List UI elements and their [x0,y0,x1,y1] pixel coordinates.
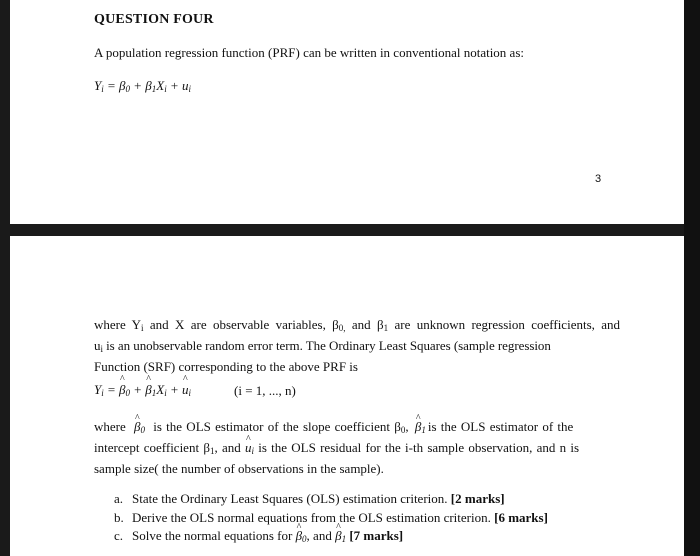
document-page-1 [10,0,684,224]
question-heading: QUESTION FOUR [94,12,214,27]
viewer-edge [684,0,700,556]
list-item: a. State the Ordinary Least Squares (OLS) estimation criterion. [2 marks] [114,491,505,506]
estimator-paragraph: where ^ $\beta_0$ is the OLS estimator of the slope coefficient $\beta_0$, ^ $\beta_1$ is the OLS estimator of the intercept coefficient $\beta_1$, and ^ $u_i$ is the OLS residual for the i-th sample observation, and n is sample size( the number of observations in the sample). [94,418,620,478]
prf-equation: $Y_i = \beta_0 + \beta_1X_i + u_i$ [94,78,192,94]
srf-equation: $Y_i$ = ^ $\beta_0$ + ^ $\beta_1X_i$ + ^ $u_i$ [94,382,191,398]
list-item: b. Derive the OLS normal equations from the OLS estimation criterion. [6 marks] [114,509,548,525]
prf-intro-text: A population regression function (PRF) can be written in conventional notation as: [94,45,525,60]
document-page-2 [10,236,684,556]
list-item: c. Solve the normal equations for ^ $\beta_0$, and ^ $\beta_1$ [7 marks] [114,527,548,549]
page-number: 3 [595,173,602,185]
variables-paragraph: where $Y_i$ and X are observable variables, $\beta_{0,}$ and $\beta_1$ are unknown regression coefficients, and $u_i$ is an unobservable random error term. The Ordinary Least Squares (sample regression Function (SRF) corresponding to the above PRF is [94,317,621,374]
task-list [114,490,548,549]
srf-index-range: (i = 1, ..., n) [234,383,296,398]
